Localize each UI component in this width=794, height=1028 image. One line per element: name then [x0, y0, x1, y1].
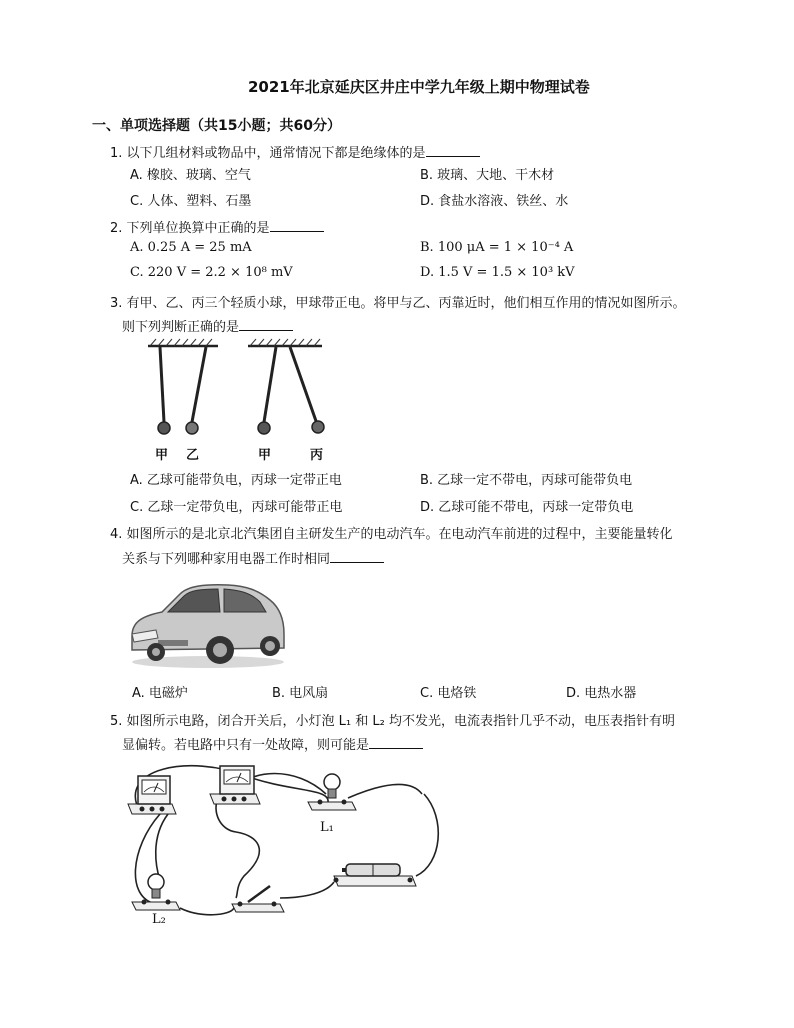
q3-label-jia-2: 甲: [258, 448, 272, 463]
q2-option-b[interactable]: B. 100 μA = 1 × 10⁻⁴ A: [420, 240, 574, 255]
q2-option-d[interactable]: D. 1.5 V = 1.5 × 10³ kV: [420, 265, 575, 280]
q1-option-d[interactable]: D. 食盐水溶液、铁丝、水: [420, 194, 569, 209]
q3-label-bing: 丙: [310, 448, 324, 463]
label-l1: L₁: [320, 820, 334, 835]
q1-option-c[interactable]: C. 人体、塑料、石墨: [130, 194, 252, 209]
q3-option-c[interactable]: C. 乙球一定带负电，丙球可能带正电: [130, 500, 343, 515]
q5-circuit-figure: [120, 758, 440, 928]
q1-option-a[interactable]: A. 橡胶、玻璃、空气: [130, 168, 251, 183]
section-header: 一、单项选择题（共15小题；共60分）: [92, 118, 341, 134]
question-5-stem-line1: 5. 如图所示电路，闭合开关后，小灯泡 L₁ 和 L₂ 均不发光，电流表指针几乎不动，电压表指针有明: [110, 714, 675, 729]
page-title: 2021年北京延庆区井庄中学九年级上期中物理试卷: [248, 78, 590, 96]
question-3-stem-line1: 3. 有甲、乙、丙三个轻质小球，甲球带正电。将甲与乙、丙靠近时，他们相互作用的情况如图所示。: [110, 296, 686, 311]
q3-label-yi: 乙: [186, 448, 200, 463]
q4-option-b[interactable]: B. 电风扇: [272, 686, 329, 701]
q4-option-d[interactable]: D. 电热水器: [566, 686, 637, 701]
q4-electric-car-image: [128, 578, 288, 670]
voltmeter-icon: [210, 766, 260, 804]
label-l2: L₂: [152, 912, 166, 927]
question-4-stem-line2: 关系与下列哪种家用电器工作时相同: [122, 548, 384, 567]
question-2-stem: 2. 下列单位换算中正确的是: [110, 217, 324, 236]
q3-label-jia-1: 甲: [155, 448, 169, 463]
q4-option-c[interactable]: C. 电烙铁: [420, 686, 477, 701]
question-1-stem: 1. 以下几组材料或物品中，通常情况下都是绝缘体的是: [110, 142, 480, 161]
q3-option-b[interactable]: B. 乙球一定不带电，丙球可能带负电: [420, 473, 633, 488]
question-3-stem-line2: 则下列判断正确的是: [122, 316, 293, 335]
q3-option-a[interactable]: A. 乙球可能带负电，丙球一定带正电: [130, 473, 342, 488]
question-5-stem-line2: 显偏转。若电路中只有一处故障，则可能是: [122, 734, 423, 753]
question-4-stem-line1: 4. 如图所示的是北京北汽集团自主研发生产的电动汽车。在电动汽车前进的过程中，主要能量转化: [110, 527, 673, 542]
q2-option-a[interactable]: A. 0.25 A = 25 mA: [130, 240, 252, 255]
q3-pendulum-figure: [140, 336, 330, 462]
switch-icon: [232, 886, 284, 912]
q4-option-a[interactable]: A. 电磁炉: [132, 686, 188, 701]
q3-option-d[interactable]: D. 乙球可能不带电，丙球一定带负电: [420, 500, 634, 515]
q2-option-c[interactable]: C. 220 V = 2.2 × 10⁸ mV: [130, 265, 293, 280]
q1-option-b[interactable]: B. 玻璃、大地、干木材: [420, 168, 555, 183]
battery-icon: [334, 864, 417, 886]
